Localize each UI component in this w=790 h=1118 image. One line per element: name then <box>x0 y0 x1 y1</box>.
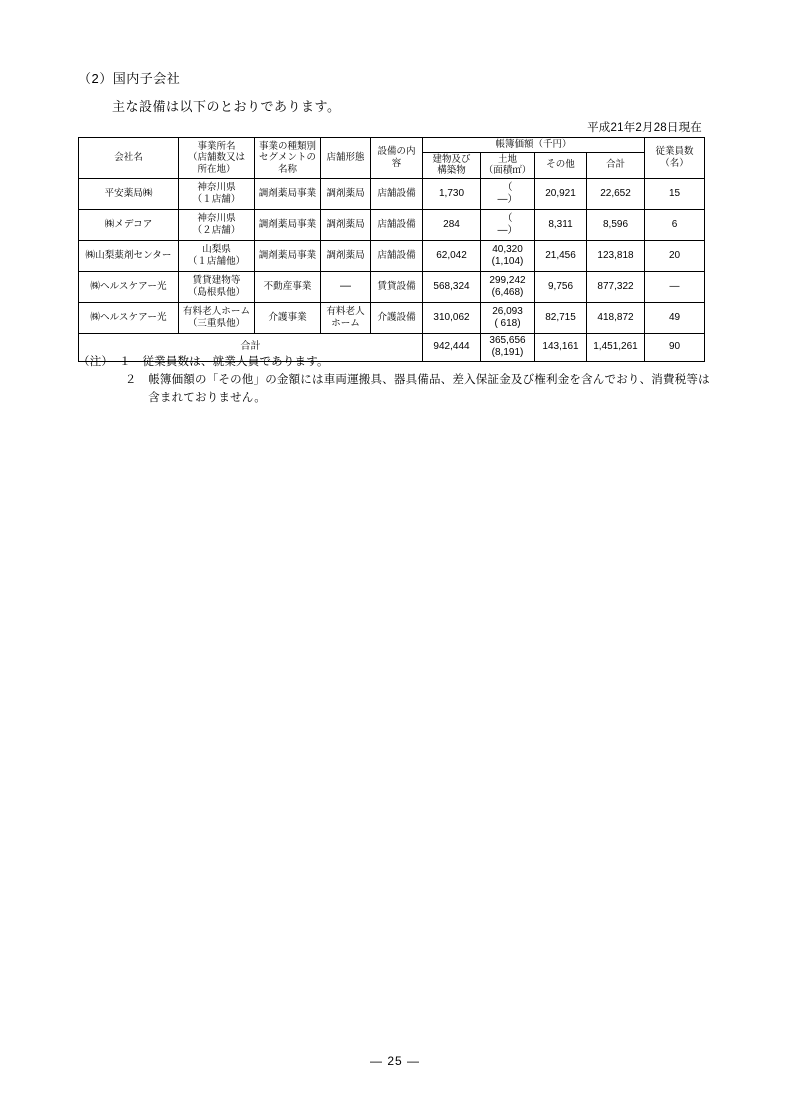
cell-land: （ ―） <box>481 209 535 240</box>
table-row <box>79 240 705 271</box>
cell-other: 21,456 <box>535 240 587 271</box>
cell-employees: ― <box>645 271 705 302</box>
cell-equipment: 店舗設備 <box>371 240 423 271</box>
cell-employees: 20 <box>645 240 705 271</box>
page-number: ― 25 ― <box>369 1054 420 1068</box>
cell-equipment: 店舗設備 <box>371 209 423 240</box>
section-lead-text: 主な設備は以下のとおりであります。 <box>112 99 341 114</box>
table-row <box>79 209 705 240</box>
header-other: その他 <box>535 152 587 178</box>
cell-company: ㈱ヘルスケアー光 <box>79 271 179 302</box>
cell-location: 神奈川県 （２店舗） <box>179 209 255 240</box>
table-row <box>79 178 705 209</box>
header-location: 事業所名 （店舗数又は 所在地） <box>179 138 255 179</box>
cell-location: 神奈川県 （１店舗） <box>179 178 255 209</box>
cell-equipment: 介護設備 <box>371 302 423 333</box>
cell-buildings: 284 <box>423 209 481 240</box>
cell-equipment: 店舗設備 <box>371 178 423 209</box>
cell-buildings: 1,730 <box>423 178 481 209</box>
cell-store-type: — <box>321 271 371 302</box>
table-row <box>79 302 705 333</box>
cell-other: 8,311 <box>535 209 587 240</box>
cell-land: （ ―） <box>481 178 535 209</box>
cell-segment: 調剤薬局事業 <box>255 178 321 209</box>
cell-segment: 調剤薬局事業 <box>255 240 321 271</box>
cell-other: 82,715 <box>535 302 587 333</box>
header-company: 会社名 <box>79 138 179 179</box>
cell-total: 877,322 <box>587 271 645 302</box>
cell-other: 20,921 <box>535 178 587 209</box>
cell-company: ㈱山梨薬剤センター <box>79 240 179 271</box>
cell-store-type: 有料老人ホーム <box>321 302 371 333</box>
section-title: （2）国内子会社 <box>78 71 181 86</box>
cell-location: 山梨県 （１店舗他） <box>179 240 255 271</box>
cell-equipment: 賃貸設備 <box>371 271 423 302</box>
cell-total-total: 1,451,261 <box>587 333 645 361</box>
header-employees: 従業員数 （名） <box>645 138 705 179</box>
cell-segment: 不動産事業 <box>255 271 321 302</box>
cell-company: 平安薬局㈱ <box>79 178 179 209</box>
cell-total: 123,818 <box>587 240 645 271</box>
cell-buildings: 568,324 <box>423 271 481 302</box>
header-book-value: 帳簿価額（千円） <box>423 138 645 153</box>
cell-store-type: 調剤薬局 <box>321 209 371 240</box>
cell-employees: 15 <box>645 178 705 209</box>
cell-total: 8,596 <box>587 209 645 240</box>
cell-buildings: 310,062 <box>423 302 481 333</box>
cell-total-other: 143,161 <box>535 333 587 361</box>
header-segment: 事業の種類別 セグメントの 名称 <box>255 138 321 179</box>
notes-line-2: ２ 帳簿価額の「その他」の金額には車両運搬具、器具備品、差入保証金及び権利金を含んでおり、消費税等は <box>124 373 710 386</box>
domestic-subsidiaries-equipment-table <box>78 137 705 362</box>
cell-company: ㈱メデコア <box>79 209 179 240</box>
table-header-row-1 <box>79 138 705 153</box>
cell-segment: 調剤薬局事業 <box>255 209 321 240</box>
header-land: 土地 （面積㎡） <box>481 152 535 178</box>
cell-total-employees: 90 <box>645 333 705 361</box>
cell-land: 26,093 ( 618) <box>481 302 535 333</box>
cell-land: 299,242 (6,468) <box>481 271 535 302</box>
cell-other: 9,756 <box>535 271 587 302</box>
cell-location: 有料老人ホーム （三重県他） <box>179 302 255 333</box>
cell-land: 40,320 (1,104) <box>481 240 535 271</box>
notes-head-line: （注） １ 従業員数は、就業人員であります。 <box>78 356 329 368</box>
table-notes <box>78 354 710 407</box>
header-buildings: 建物及び 構築物 <box>423 152 481 178</box>
table-row <box>79 271 705 302</box>
header-store-type: 店舗形態 <box>321 138 371 179</box>
cell-company: ㈱ヘルスケアー光 <box>79 302 179 333</box>
cell-location: 賃貸建物等 （島根県他） <box>179 271 255 302</box>
cell-buildings: 62,042 <box>423 240 481 271</box>
cell-store-type: 調剤薬局 <box>321 178 371 209</box>
cell-total: 22,652 <box>587 178 645 209</box>
cell-segment: 介護事業 <box>255 302 321 333</box>
cell-total-land: 365,656 (8,191) <box>481 333 535 361</box>
as-of-date: 平成21年2月28日現在 <box>587 122 702 134</box>
cell-employees: 49 <box>645 302 705 333</box>
header-equipment: 設備の内容 <box>371 138 423 179</box>
cell-total-buildings: 942,444 <box>423 333 481 361</box>
cell-total: 418,872 <box>587 302 645 333</box>
notes-line-3: 含まれておりません。 <box>124 391 266 404</box>
cell-employees: 6 <box>645 209 705 240</box>
header-total: 合計 <box>587 152 645 178</box>
cell-store-type: 調剤薬局 <box>321 240 371 271</box>
cell-total-label: 合計 <box>79 333 423 361</box>
